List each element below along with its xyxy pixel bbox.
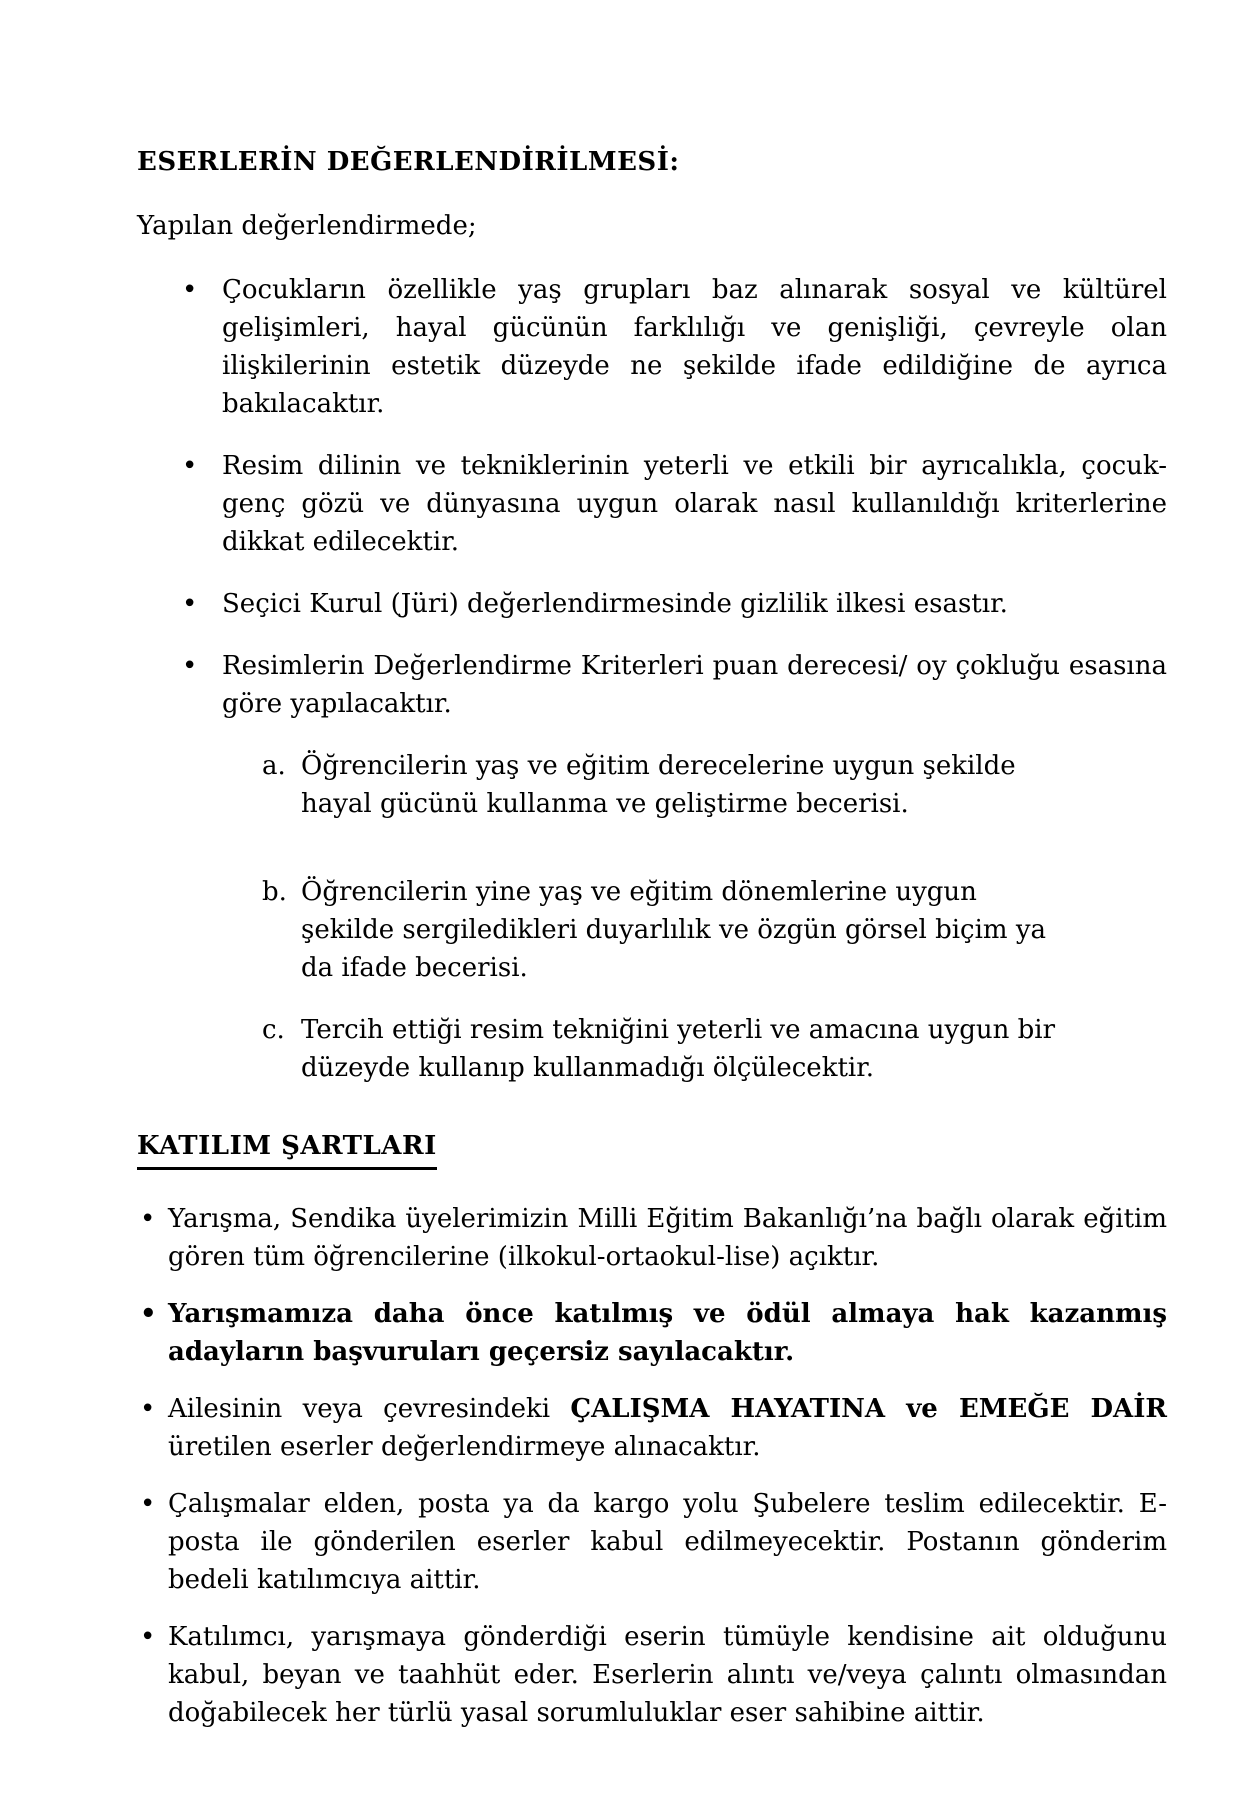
intro-paragraph: Yapılan değerlendirmede; <box>137 211 477 241</box>
lettered-item-text: Tercih ettiği resim tekniğini yeterli ve amacına uygun bir düzeyde kullanıp kullanmadığı ölçülecektir. <box>301 1015 1056 1083</box>
bullet-icon: • <box>182 451 198 481</box>
bullet-text-bold-part: ÇALIŞMA HAYATINA ve EMEĞE DAİR <box>570 1394 1167 1424</box>
bullet-text: Yarışma, Sendika üyelerimizin Milli Eğitim Bakanlığı’na bağlı olarak eğitim gören tüm öğrencilerine (ilkokul-ortaokul-lise) açıktır. <box>168 1204 1167 1272</box>
list-item <box>262 1011 1074 1087</box>
bullet-text: Resim dilinin ve tekniklerinin yeterli ve etkili bir ayrıcalıkla, çocuk-genç gözü ve dünyasına uygun olarak nasıl kullanıldığı kriterlerine dikkat edilecektir. <box>222 451 1167 557</box>
bullet-text: Seçici Kurul (Jüri) değerlendirmesinde gizlilik ilkesi esastır. <box>222 589 1008 619</box>
bullet-text-regular-part: Ailesinin veya çevresindeki <box>168 1394 571 1424</box>
bullet-text-mixed <box>168 1390 1167 1466</box>
heading-underlined-text: KATILIM ŞARTLARI <box>137 1127 437 1170</box>
bullet-text: Çalışmalar elden, posta ya da kargo yolu Şubelere teslim edilecektir. E-posta ile gönderilen eserler kabul edilmeyecektir. Postanın gönderim bedeli katılımcıya aittir. <box>168 1489 1167 1595</box>
list-item <box>140 1485 1167 1599</box>
list-item <box>262 873 1074 987</box>
bullet-text: Çocukların özellikle yaş grupları baz alınarak sosyal ve kültürel gelişimleri, hayal gücünün farklılığı ve genişliği, çevreyle olan ilişkilerinin estetik düzeyde ne şekilde ifade edildiğine de ayrıca bakılacaktır. <box>222 275 1167 419</box>
list-item <box>140 1618 1167 1732</box>
bullet-icon: • <box>140 1489 156 1519</box>
list-item <box>140 1200 1167 1276</box>
bullet-icon: • <box>140 1299 157 1329</box>
list-item <box>182 647 1167 723</box>
bullet-text-bold: Yarışmamıza daha önce katılmış ve ödül almaya hak kazanmış adayların başvuruları geçersiz sayılacaktır. <box>168 1299 1167 1367</box>
bullet-icon: • <box>182 275 198 305</box>
bullet-text: Katılımcı, yarışmaya gönderdiği eserin tümüyle kendisine ait olduğunu kabul, beyan ve taahhüt eder. Eserlerin alıntı ve/veya çalıntı olmasından doğabilecek her türlü yasal sorumluluklar eser sahibine aittir. <box>168 1622 1167 1728</box>
lettered-item-text: Öğrencilerin yine yaş ve eğitim dönemlerine uygun şekilde sergiledikleri duyarlılık ve özgün görsel biçim ya da ifade becerisi. <box>301 877 1047 983</box>
letter-label: b. <box>262 877 287 907</box>
evaluation-lettered-list <box>0 747 1234 1087</box>
bullet-text-regular-part: üretilen eserler değerlendirmeye alınacaktır. <box>168 1432 761 1462</box>
list-item <box>182 585 1167 623</box>
letter-label: a. <box>262 751 286 781</box>
list-item <box>140 1390 1167 1466</box>
list-item <box>182 447 1167 561</box>
list-item <box>182 271 1167 423</box>
participation-bullet-list <box>0 1200 1234 1732</box>
bullet-icon: • <box>140 1622 156 1652</box>
evaluation-bullet-list <box>0 271 1234 723</box>
list-item <box>262 747 1074 823</box>
section-heading-evaluation: ESERLERİN DEĞERLENDİRİLMESİ: <box>137 147 680 177</box>
bullet-icon: • <box>140 1204 156 1234</box>
letter-label: c. <box>262 1015 285 1045</box>
bullet-icon: • <box>182 589 198 619</box>
list-item <box>140 1295 1167 1371</box>
bullet-icon: • <box>182 651 198 681</box>
bullet-text: Resimlerin Değerlendirme Kriterleri puan derecesi/ oy çokluğu esasına göre yapılacaktır. <box>222 651 1167 719</box>
section-heading-participation <box>137 1127 1234 1170</box>
lettered-item-text: Öğrencilerin yaş ve eğitim derecelerine uygun şekilde hayal gücünü kullanma ve geliştirme becerisi. <box>301 751 1016 819</box>
bullet-icon: • <box>140 1394 156 1424</box>
